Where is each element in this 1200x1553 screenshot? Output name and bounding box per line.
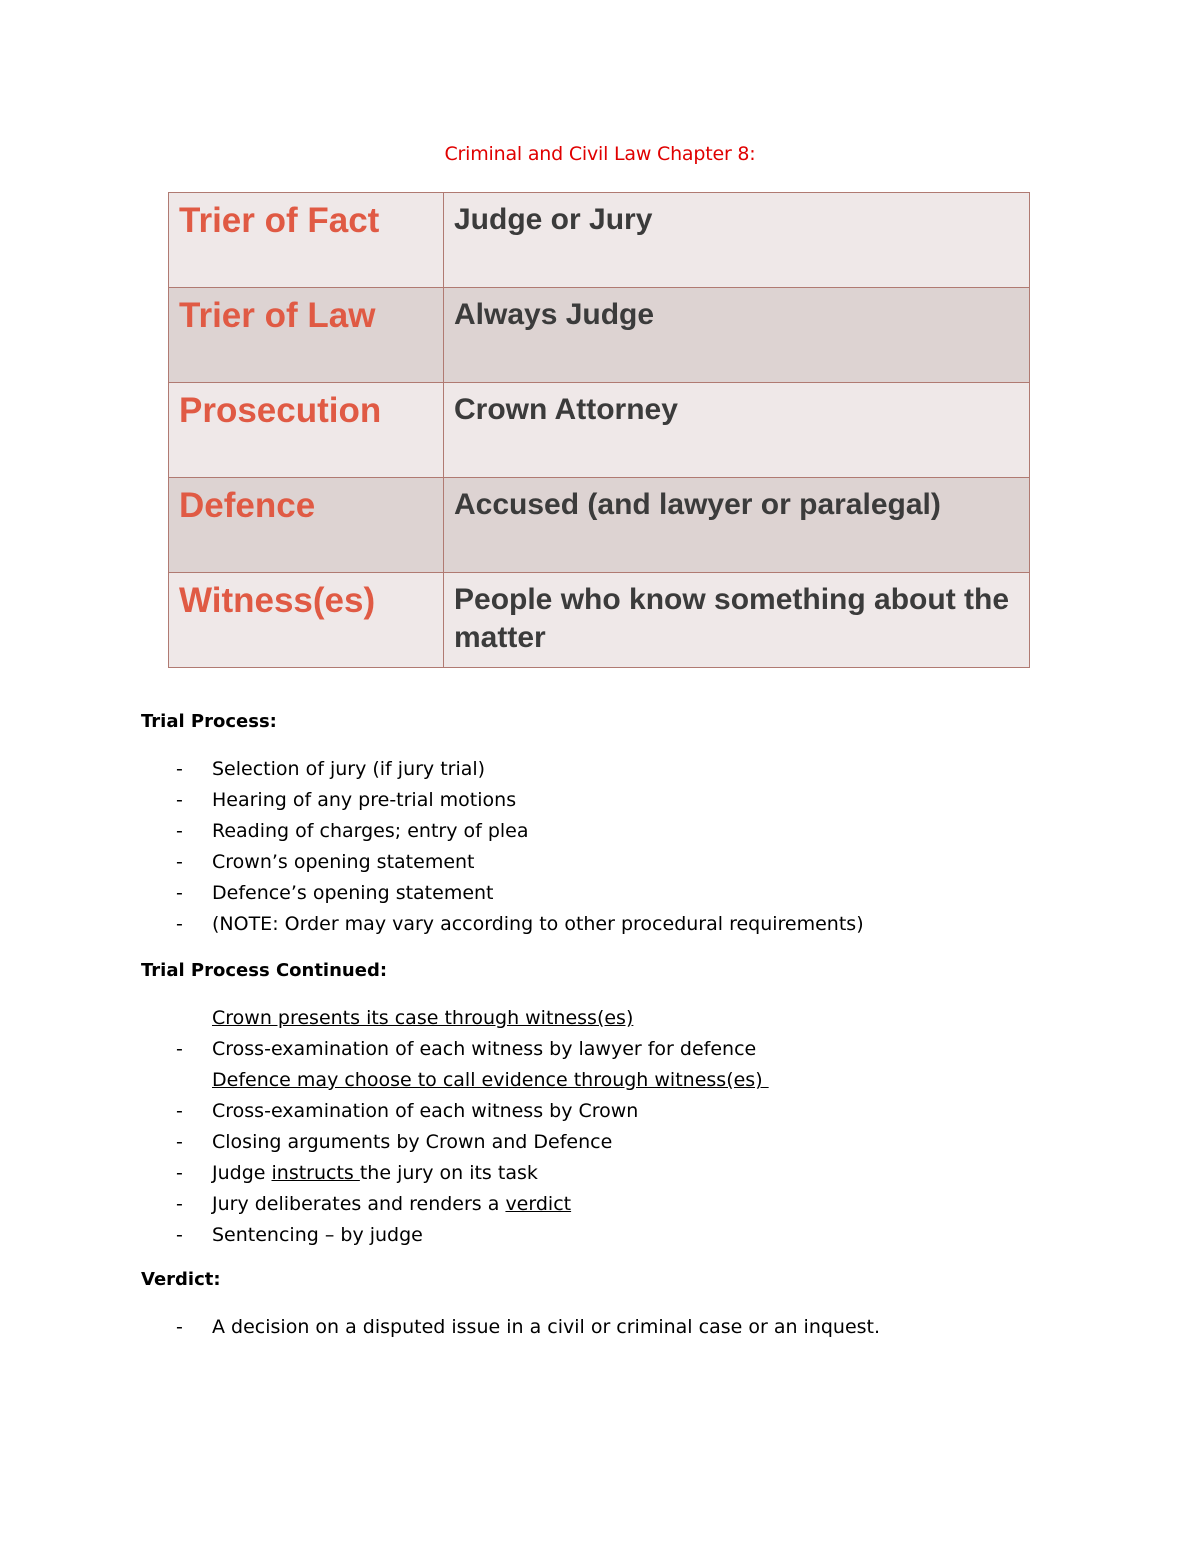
list-item-text: Sentencing – by judge [212, 1224, 423, 1246]
text-segment: Jury deliberates and renders a [212, 1193, 506, 1215]
list-item-text [212, 1158, 538, 1189]
bullet-dash: - [176, 1316, 183, 1338]
bullet-dash: - [176, 820, 183, 842]
bullet-dash: - [176, 851, 183, 873]
text-segment: Judge [212, 1162, 272, 1184]
text-segment: the jury on its task [359, 1162, 538, 1184]
description-cell: Crown Attorney [444, 383, 1030, 478]
role-cell: Trier of Law [169, 288, 444, 383]
trial-process-continued-heading: Trial Process Continued: [141, 960, 388, 981]
list-item-text: Cross-examination of each witness by lawyer for defence [212, 1038, 757, 1060]
list-item-text: Selection of jury (if jury trial) [212, 758, 486, 780]
trial-process-heading: Trial Process: [141, 711, 277, 732]
table-row [169, 383, 1030, 478]
bullet-dash: - [176, 1162, 183, 1184]
role-cell: Defence [169, 478, 444, 573]
verdict-heading: Verdict: [141, 1269, 221, 1290]
bullet-dash: - [176, 1100, 183, 1122]
table-row [169, 193, 1030, 288]
table-row [169, 288, 1030, 383]
list-item-text: Defence may choose to call evidence through witness(es) [212, 1069, 769, 1091]
list-item-text: A decision on a disputed issue in a civil or criminal case or an inquest. [212, 1316, 881, 1338]
table-row [169, 573, 1030, 668]
roles-table [168, 192, 1030, 668]
list-item-text: Closing arguments by Crown and Defence [212, 1131, 613, 1153]
list-item-text: Hearing of any pre-trial motions [212, 789, 517, 811]
underlined-term: verdict [505, 1193, 572, 1215]
bullet-dash: - [176, 1131, 183, 1153]
bullet-dash: - [176, 1193, 183, 1215]
description-cell: Always Judge [444, 288, 1030, 383]
bullet-dash: - [176, 1224, 183, 1246]
bullet-dash: - [176, 1038, 183, 1060]
bullet-dash: - [176, 913, 183, 935]
list-item-text [212, 1189, 571, 1220]
bullet-dash: - [176, 789, 183, 811]
list-item-text: Crown’s opening statement [212, 851, 475, 873]
role-cell: Witness(es) [169, 573, 444, 668]
list-item-text: Reading of charges; entry of plea [212, 820, 529, 842]
description-cell: Judge or Jury [444, 193, 1030, 288]
role-cell: Trier of Fact [169, 193, 444, 288]
underlined-term: instructs [271, 1162, 360, 1184]
document-title: Criminal and Civil Law Chapter 8: [444, 143, 756, 165]
list-item-text: Crown presents its case through witness(es) [212, 1007, 634, 1029]
role-cell: Prosecution [169, 383, 444, 478]
description-cell: Accused (and lawyer or paralegal) [444, 478, 1030, 573]
table-row [169, 478, 1030, 573]
list-item-text: (NOTE: Order may vary according to other procedural requirements) [212, 913, 864, 935]
list-item-text: Defence’s opening statement [212, 882, 494, 904]
description-cell: People who know something about the matter [444, 573, 1030, 668]
bullet-dash: - [176, 758, 183, 780]
list-item-text: Cross-examination of each witness by Crown [212, 1100, 639, 1122]
bullet-dash: - [176, 882, 183, 904]
